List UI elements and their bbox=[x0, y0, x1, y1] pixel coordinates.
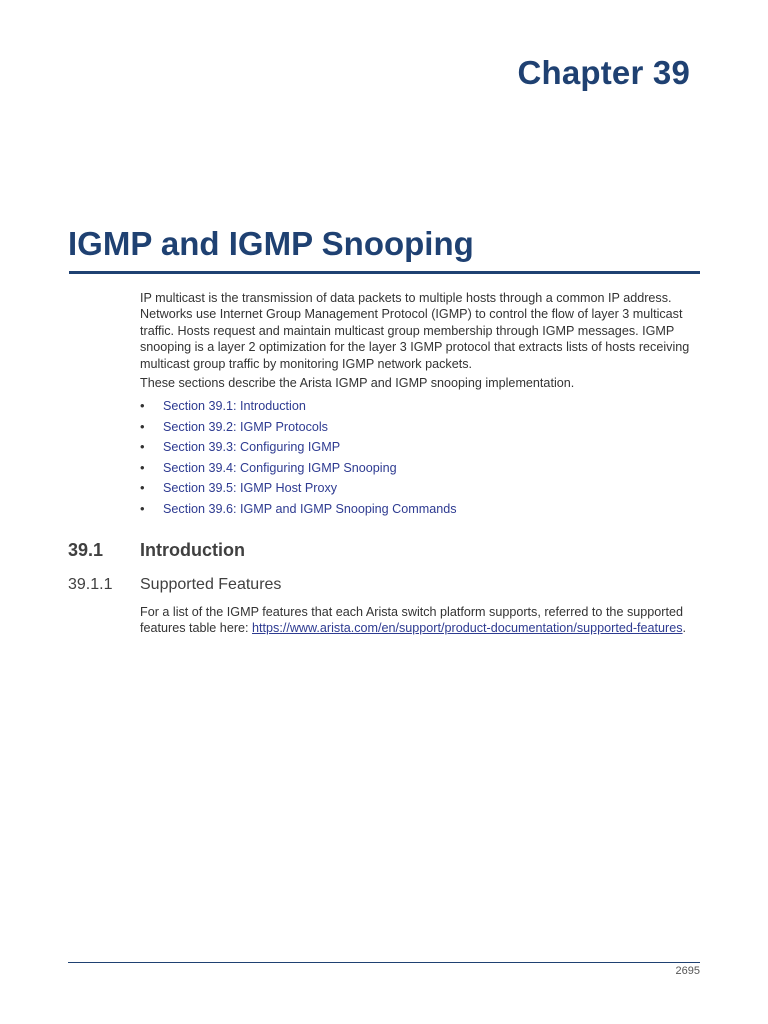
list-item bbox=[140, 439, 457, 460]
lead-paragraph-block bbox=[140, 375, 700, 391]
section-link-39-5[interactable]: Section 39.5: IGMP Host Proxy bbox=[163, 481, 338, 496]
bullet-icon: • bbox=[140, 459, 145, 475]
chapter-title: IGMP and IGMP Snooping bbox=[68, 225, 474, 262]
section-link-39-4[interactable]: Section 39.4: Configuring IGMP Snooping bbox=[163, 460, 397, 475]
section-link-39-6[interactable]: Section 39.6: IGMP and IGMP Snooping Commands bbox=[163, 501, 457, 516]
list-item bbox=[140, 501, 457, 522]
intro-paragraph: IP multicast is the transmission of data packets to multiple hosts through a common IP address. Networks use Internet Group Management Protocol (IGMP) to control the flow of layer 3 multicast traffic. Hosts request and maintain multicast group membership through IGMP messages. IGMP snooping is a layer 2 optimization for the layer 3 IGMP protocol that extracts lists of hosts receiving multicast group traffic by monitoring IGMP network packets. bbox=[140, 291, 690, 371]
supported-features-paragraph bbox=[140, 604, 700, 637]
bullet-icon: • bbox=[140, 439, 145, 455]
section-link-39-2[interactable]: Section 39.2: IGMP Protocols bbox=[163, 419, 328, 434]
subsection-number: 39.1.1 bbox=[68, 576, 113, 593]
page-number: 2695 bbox=[675, 965, 700, 977]
bullet-icon: • bbox=[140, 418, 145, 434]
subsection-title: Supported Features bbox=[140, 576, 282, 593]
section-number: 39.1 bbox=[68, 540, 104, 560]
section-heading-39-1 bbox=[68, 540, 245, 561]
supported-features-block bbox=[140, 604, 700, 637]
section-link-39-3[interactable]: Section 39.3: Configuring IGMP bbox=[163, 440, 341, 455]
chapter-label: Chapter 39 bbox=[517, 54, 690, 91]
subsection-heading-39-1-1 bbox=[68, 576, 281, 594]
bullet-icon: • bbox=[140, 398, 145, 413]
intro-paragraph-block bbox=[140, 290, 700, 372]
footer-rule bbox=[68, 962, 700, 963]
list-item bbox=[140, 460, 457, 481]
supported-features-period: . bbox=[682, 621, 687, 636]
lead-paragraph: These sections describe the Arista IGMP and IGMP snooping implementation. bbox=[140, 376, 575, 390]
section-title: Introduction bbox=[140, 540, 245, 560]
list-item bbox=[140, 419, 457, 440]
bullet-icon: • bbox=[140, 500, 145, 516]
list-item bbox=[140, 480, 457, 501]
bullet-icon: • bbox=[140, 480, 145, 496]
title-rule bbox=[69, 271, 700, 274]
list-item bbox=[140, 398, 457, 419]
section-link-39-1[interactable]: Section 39.1: Introduction bbox=[163, 399, 306, 413]
supported-features-link[interactable]: https://www.arista.com/en/support/product-documentation/supported-features bbox=[252, 621, 683, 636]
supported-features-text: For a list of the IGMP features that each Arista switch platform supports, referred to the supported features table here: bbox=[140, 605, 683, 636]
section-link-list bbox=[140, 398, 457, 522]
